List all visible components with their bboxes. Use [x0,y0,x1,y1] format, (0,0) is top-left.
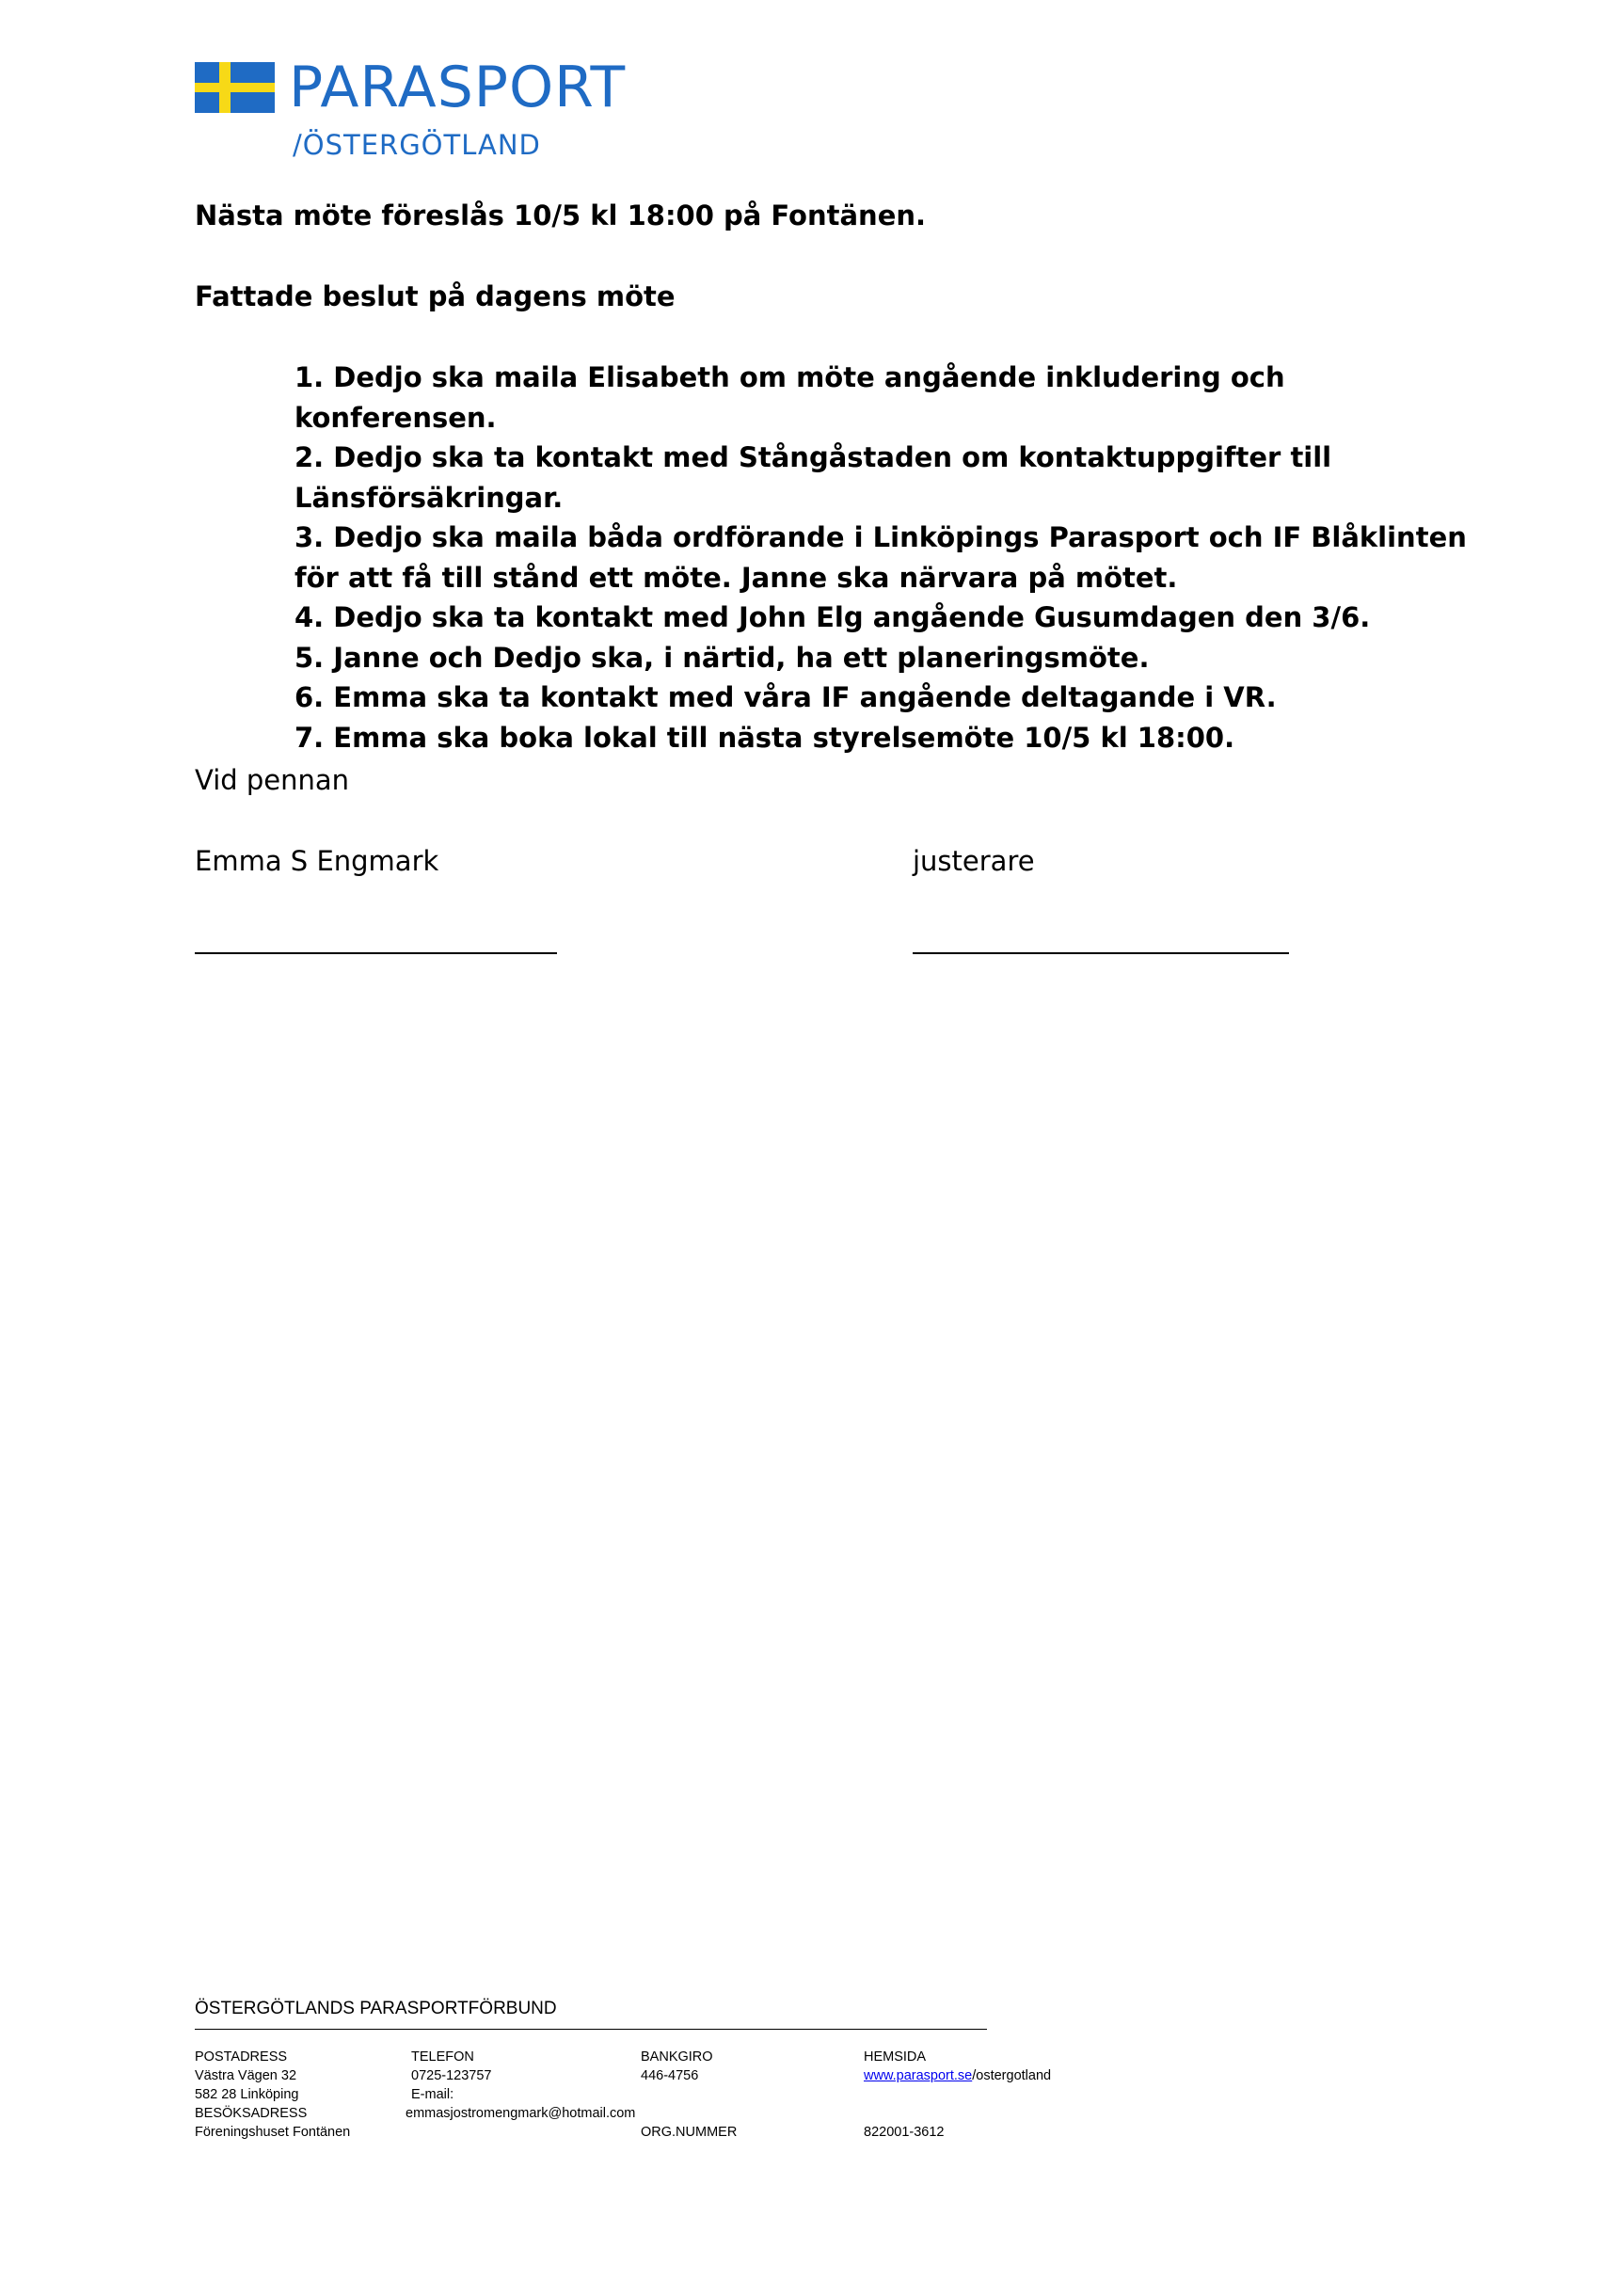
city-address: 582 28 Linköping [195,2087,299,2102]
email-address: emmasjostromengmark@hotmail.com [406,2106,636,2121]
phone-number: 0725-123757 [411,2068,492,2083]
next-meeting-text: Nästa möte föreslås 10/5 kl 18:00 på Fontänen. [195,199,927,231]
logo-region: /ÖSTERGÖTLAND [293,129,541,161]
orgnummer-value: 822001-3612 [864,2125,945,2140]
email-label: E-mail: [411,2087,454,2102]
footer-web-column [864,2048,1051,2142]
adjuster-label: justerare [913,845,1035,877]
adjuster-signature-line [913,952,1289,954]
secretary-name: Emma S Engmark [195,845,439,877]
footer-divider [195,2029,987,2030]
telefon-label: TELEFON [411,2049,474,2065]
decision-item: 7. Emma ska boka lokal till nästa styrelsemöte 10/5 kl 18:00. [294,721,1235,754]
besoksadress-label: BESÖKSADRESS [195,2106,308,2121]
bankgiro-number: 446-4756 [641,2068,699,2083]
decision-item: 4. Dedjo ska ta kontakt med John Elg angående Gusumdagen den 3/6. [294,601,1371,633]
website-path: /ostergotland [972,2068,1052,2083]
postadress-label: POSTADRESS [195,2049,288,2065]
orgnummer-label: ORG.NUMMER [641,2125,738,2140]
decision-item: 3. Dedjo ska maila båda ordförande i Linköpings Parasport och IF Blåklinten för att få till stånd ett möte. Janne ska närvara på mötet. [294,521,1467,594]
decision-item: 1. Dedjo ska maila Elisabeth om möte angående inkludering och konferensen. [294,361,1285,434]
logo-name: PARASPORT [289,55,627,120]
vid-pennan-label: Vid pennan [195,764,350,796]
bankgiro-label: BANKGIRO [641,2049,713,2065]
street-address: Västra Vägen 32 [195,2068,297,2083]
decisions-heading: Fattade beslut på dagens möte [195,280,676,312]
parasport-logo [195,55,665,166]
decisions-list [294,358,1471,757]
decision-item: 5. Janne och Dedjo ska, i närtid, ha ett planeringsmöte. [294,641,1150,674]
decision-item: 6. Emma ska ta kontakt med våra IF angående deltagande i VR. [294,681,1277,713]
website-link[interactable]: www.parasport.se [864,2068,973,2083]
footer-org-name: ÖSTERGÖTLANDS PARASPORTFÖRBUND [195,1999,557,2018]
hemsida-label: HEMSIDA [864,2049,927,2065]
footer-contact-column [406,2048,636,2123]
visit-address: Föreningshuset Fontänen [195,2125,351,2140]
swedish-flag-icon [195,62,275,113]
footer-bank-column [641,2048,737,2142]
footer-postal-column [195,2048,350,2142]
decision-item: 2. Dedjo ska ta kontakt med Stångåstaden om kontaktuppgifter till Länsförsäkringar. [294,441,1332,514]
secretary-signature-line [195,952,557,954]
website [864,2066,1051,2085]
